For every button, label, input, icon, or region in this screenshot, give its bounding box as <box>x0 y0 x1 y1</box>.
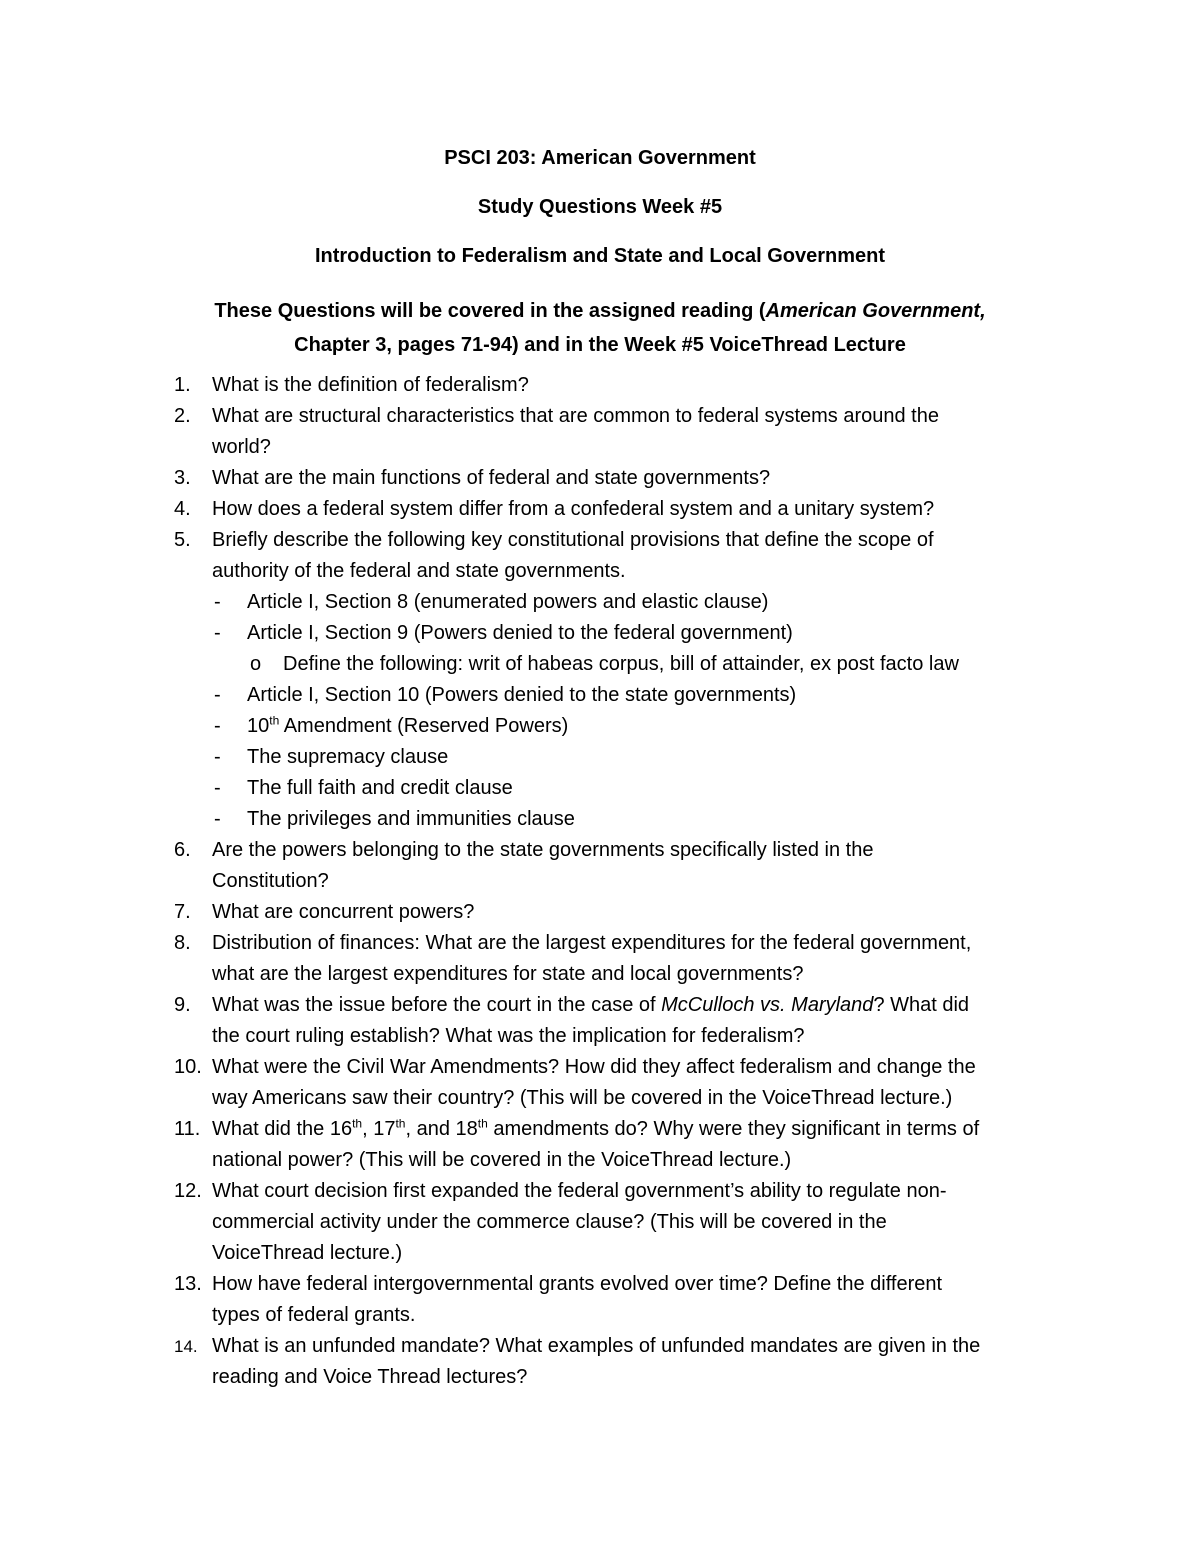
list-item-continuation <box>0 1083 1200 1114</box>
sub-item-text <box>247 711 568 742</box>
question-text-part: amendments do? Why were they significant in terms of <box>487 1118 980 1140</box>
question-text: way Americans saw their country? (This will be covered in the VoiceThread lecture.) <box>212 1087 953 1109</box>
week-title: Study Questions Week #5 <box>477 196 723 218</box>
dash-bullet: - <box>214 622 221 644</box>
question-number: 11. <box>174 1118 201 1140</box>
dash-bullet: - <box>214 777 221 799</box>
list-item-continuation <box>0 556 1200 587</box>
dash-bullet: - <box>214 746 221 768</box>
list-item <box>0 835 1200 866</box>
question-text: Briefly describe the following key constitutional provisions that define the scope of <box>212 529 934 551</box>
question-number: 3. <box>174 467 191 489</box>
list-item <box>0 494 1200 525</box>
dash-bullet: - <box>214 715 221 737</box>
dash-bullet: - <box>214 591 221 613</box>
case-name: McCulloch vs. Maryland <box>661 994 874 1016</box>
question-text: What are structural characteristics that are common to federal systems around the <box>212 405 939 427</box>
list-item <box>0 463 1200 494</box>
list-item-continuation <box>0 1207 1200 1238</box>
question-text: Are the powers belonging to the state governments specifically listed in the <box>212 839 874 861</box>
circle-bullet: o <box>250 653 262 675</box>
list-item <box>0 1052 1200 1083</box>
question-number: 10. <box>174 1056 202 1078</box>
question-number: 7. <box>174 901 191 923</box>
list-item-continuation <box>0 866 1200 897</box>
sub-item-text: The full faith and credit clause <box>247 777 513 799</box>
question-number: 5. <box>174 529 191 551</box>
question-text: authority of the federal and state governments. <box>212 560 626 582</box>
question-number: 9. <box>174 994 191 1016</box>
question-text-part: ? What did <box>873 994 970 1016</box>
sub-item-text: The supremacy clause <box>247 746 449 768</box>
list-item-continuation <box>0 1300 1200 1331</box>
ordinal-suffix: th <box>477 1116 488 1131</box>
dash-bullet: - <box>214 684 221 706</box>
question-text: How does a federal system differ from a confederal system and a unitary system? <box>212 498 935 520</box>
ordinal-suffix: th <box>395 1116 406 1131</box>
question-text: How have federal intergovernmental grants evolved over time? Define the different <box>212 1273 943 1295</box>
question-text <box>212 990 969 1021</box>
amendment-number: 10 <box>247 715 270 737</box>
intro-text-a: These Questions will be covered in the assigned reading ( <box>214 300 766 322</box>
question-text: What are the main functions of federal and state governments? <box>212 467 771 489</box>
question-text: What is the definition of federalism? <box>212 374 529 396</box>
list-item <box>0 1176 1200 1207</box>
dash-bullet: - <box>214 808 221 830</box>
question-text: VoiceThread lecture.) <box>212 1242 403 1264</box>
question-text: Constitution? <box>212 870 329 892</box>
question-list <box>0 370 1200 1393</box>
ordinal-suffix: th <box>352 1116 363 1131</box>
question-number: 6. <box>174 839 191 861</box>
question-number: 1. <box>174 374 191 396</box>
question-number: 8. <box>174 932 191 954</box>
intro-book-title: American Government, <box>765 300 986 322</box>
question-text <box>212 1114 979 1145</box>
question-text: world? <box>212 436 271 458</box>
question-number: 12. <box>174 1180 202 1202</box>
list-item <box>0 1331 1200 1362</box>
question-text-part: What was the issue before the court in the case of <box>212 994 662 1016</box>
question-text-part: , and 18 <box>405 1118 478 1140</box>
sub-item-text: The privileges and immunities clause <box>247 808 575 830</box>
sub-item <box>0 618 1200 649</box>
question-number: 4. <box>174 498 191 520</box>
list-item <box>0 1114 1200 1145</box>
list-item-continuation <box>0 959 1200 990</box>
question-text: What were the Civil War Amendments? How did they affect federalism and change the <box>212 1056 976 1078</box>
topic-title: Introduction to Federalism and State and Local Government <box>314 245 886 267</box>
question-text: What are concurrent powers? <box>212 901 475 923</box>
sub-item-text: Article I, Section 8 (enumerated powers and elastic clause) <box>247 591 769 613</box>
sub-item <box>0 680 1200 711</box>
course-title: PSCI 203: American Government <box>444 147 756 169</box>
list-item <box>0 401 1200 432</box>
intro-note <box>0 294 1200 362</box>
question-text: what are the largest expenditures for state and local governments? <box>212 963 804 985</box>
question-number: 2. <box>174 405 191 427</box>
list-item <box>0 370 1200 401</box>
question-text: What is an unfunded mandate? What examples of unfunded mandates are given in the <box>212 1335 981 1357</box>
sub-item <box>0 804 1200 835</box>
question-text: reading and Voice Thread lectures? <box>212 1366 528 1388</box>
list-item <box>0 525 1200 556</box>
sub-item <box>0 587 1200 618</box>
intro-text-b: Chapter 3, pages 71-94) and in the Week #5 VoiceThread Lecture <box>294 334 906 356</box>
list-item-continuation <box>0 1021 1200 1052</box>
question-text: Distribution of finances: What are the largest expenditures for the federal government, <box>212 932 972 954</box>
question-text-part: What did the 16 <box>212 1118 353 1140</box>
sub-item <box>0 711 1200 742</box>
amendment-label: Amendment (Reserved Powers) <box>279 715 569 737</box>
list-item <box>0 897 1200 928</box>
sub-item-text: Article I, Section 10 (Powers denied to the state governments) <box>247 684 797 706</box>
question-text: What court decision first expanded the federal government’s ability to regulate non- <box>212 1180 947 1202</box>
question-text: national power? (This will be covered in the VoiceThread lecture.) <box>212 1149 792 1171</box>
question-number: 14. <box>174 1337 198 1356</box>
sub-sub-item-text: Define the following: writ of habeas corpus, bill of attainder, ex post facto law <box>283 653 959 675</box>
list-item <box>0 990 1200 1021</box>
list-item <box>0 928 1200 959</box>
list-item-continuation <box>0 1145 1200 1176</box>
question-text: commercial activity under the commerce clause? (This will be covered in the <box>212 1211 887 1233</box>
sub-item <box>0 773 1200 804</box>
question-text: the court ruling establish? What was the implication for federalism? <box>212 1025 805 1047</box>
list-item-continuation <box>0 432 1200 463</box>
sub-item-text: Article I, Section 9 (Powers denied to the federal government) <box>247 622 793 644</box>
list-item-continuation <box>0 1362 1200 1393</box>
list-item-continuation <box>0 1238 1200 1269</box>
question-text-part: , 17 <box>362 1118 396 1140</box>
ordinal-suffix: th <box>269 713 280 728</box>
question-text: types of federal grants. <box>212 1304 416 1326</box>
sub-sub-item <box>0 649 1200 680</box>
question-number: 13. <box>174 1273 202 1295</box>
list-item <box>0 1269 1200 1300</box>
sub-item <box>0 742 1200 773</box>
